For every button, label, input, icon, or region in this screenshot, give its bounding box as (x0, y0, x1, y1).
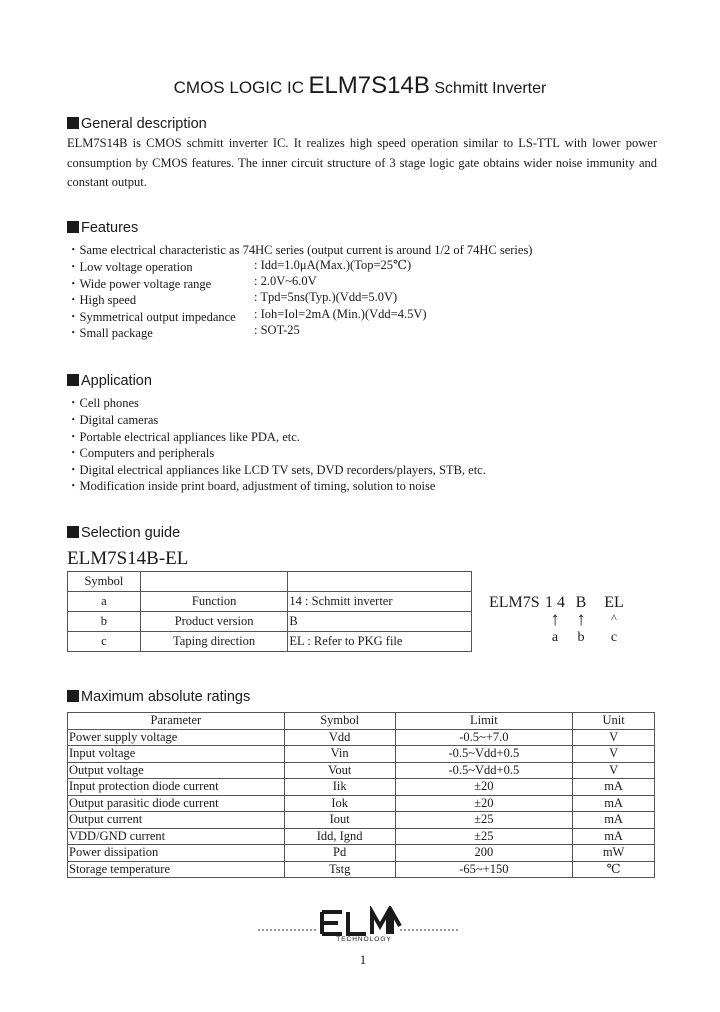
table-row: b Product version B (68, 612, 472, 632)
table-row: VDD/GND current Idd, Ignd ±25 mA (68, 828, 655, 845)
table-row: Power supply voltage Vdd -0.5~+7.0 V (68, 729, 655, 746)
application-heading (67, 373, 152, 389)
ratings-heading-label: Maximum absolute ratings (81, 689, 251, 705)
diagram-code-c: EL (604, 594, 624, 611)
general-heading-label: General description (81, 116, 207, 132)
feature-item: ・Wide power voltage range : 2.0V~6.0V (67, 274, 317, 291)
caret-icon: ^ (611, 611, 617, 625)
application-item: ・Modification inside print board, adjustment of timing, solution to noise (67, 479, 436, 493)
square-bullet-icon (67, 117, 79, 129)
feature-item: ・Small package : SOT-25 (67, 323, 300, 340)
application-item: ・Digital electrical appliances like LCD TV sets, DVD recorders/players, STB, etc. (67, 463, 486, 477)
table-row: c Taping direction EL : Refer to PKG file (68, 632, 472, 652)
header-cell: Parameter (68, 713, 285, 730)
page-number: 1 (359, 952, 367, 967)
feature-item: ・Low voltage operation : Idd=1.0μA(Max.)(Top=25℃) (67, 258, 412, 274)
diagram-label-c: c (610, 630, 618, 645)
header-cell (288, 572, 472, 592)
general-description: ELM7S14B is CMOS schmitt inverter IC. It realizes high speed operation similar to LS-TTL with lower power consumption by CMOS features. The inner circuit structure of 3 stage logic gate obtains wider noise immunity and constant output. (67, 136, 657, 189)
title-prefix: CMOS LOGIC IC (173, 78, 304, 97)
company-logo (258, 906, 458, 946)
table-row: Output current Iout ±25 mA (68, 812, 655, 829)
table-header-row (68, 713, 655, 730)
title-suffix: Schmitt Inverter (434, 80, 547, 97)
table-row: Input protection diode current Iik ±20 mA (68, 779, 655, 796)
feature-item: ・Symmetrical output impedance : Ioh=Iol=2mA (Min.)(Vdd=4.5V) (67, 307, 427, 324)
diagram-label-a: a (551, 630, 559, 645)
header-cell: Limit (395, 713, 573, 730)
selection-heading-label: Selection guide (81, 525, 181, 541)
header-cell: Unit (573, 713, 655, 730)
table-header-row (68, 572, 472, 592)
square-bullet-icon (67, 374, 79, 386)
arrow-up-icon: ↑ (576, 609, 586, 630)
table-row: Storage temperature Tstg -65~+150 ℃ (68, 861, 655, 878)
arrow-up-icon: ↑ (550, 609, 560, 630)
ratings-table (67, 712, 655, 878)
feature-item: ・High speed : Tpd=5ns(Typ.)(Vdd=5.0V) (67, 290, 398, 307)
general-heading (67, 116, 207, 132)
selection-table (67, 571, 472, 652)
application-heading-label: Application (81, 373, 152, 389)
page-title (0, 72, 720, 100)
header-cell: Symbol (68, 572, 141, 592)
diagram-prefix: ELM7S (489, 594, 540, 611)
application-item: ・Digital cameras (67, 413, 159, 427)
header-cell (140, 572, 288, 592)
selection-heading (67, 525, 180, 541)
header-cell: Symbol (284, 713, 395, 730)
part-code: ELM7S14B-EL (67, 548, 189, 569)
square-bullet-icon (67, 526, 79, 538)
ratings-heading (67, 689, 250, 705)
features-heading (67, 220, 138, 236)
application-item: ・Portable electrical appliances like PDA, etc. (67, 430, 300, 444)
diagram-code-a: 1 4 (545, 594, 565, 611)
table-row: Input voltage Vin -0.5~Vdd+0.5 V (68, 746, 655, 763)
logo-subtitle: TECHNOLOGY (336, 936, 392, 943)
application-item: ・Cell phones (67, 396, 139, 410)
title-part: ELM7S14B (308, 72, 430, 99)
features-heading-label: Features (81, 220, 139, 236)
table-row: Power dissipation Pd 200 mW (68, 845, 655, 862)
application-item: ・Computers and peripherals (67, 446, 215, 460)
square-bullet-icon (67, 221, 79, 233)
diagram-label-b: b (577, 630, 585, 645)
square-bullet-icon (67, 690, 79, 702)
table-row: Output parasitic diode current Iok ±20 mA (68, 795, 655, 812)
diagram-code-b: B (575, 594, 587, 611)
table-row: a Function 14 : Schmitt inverter (68, 592, 472, 612)
feature-item: ・Same electrical characteristic as 74HC series (output current is around 1/2 of 74HC series) (67, 243, 533, 257)
table-row: Output voltage Vout -0.5~Vdd+0.5 V (68, 762, 655, 779)
